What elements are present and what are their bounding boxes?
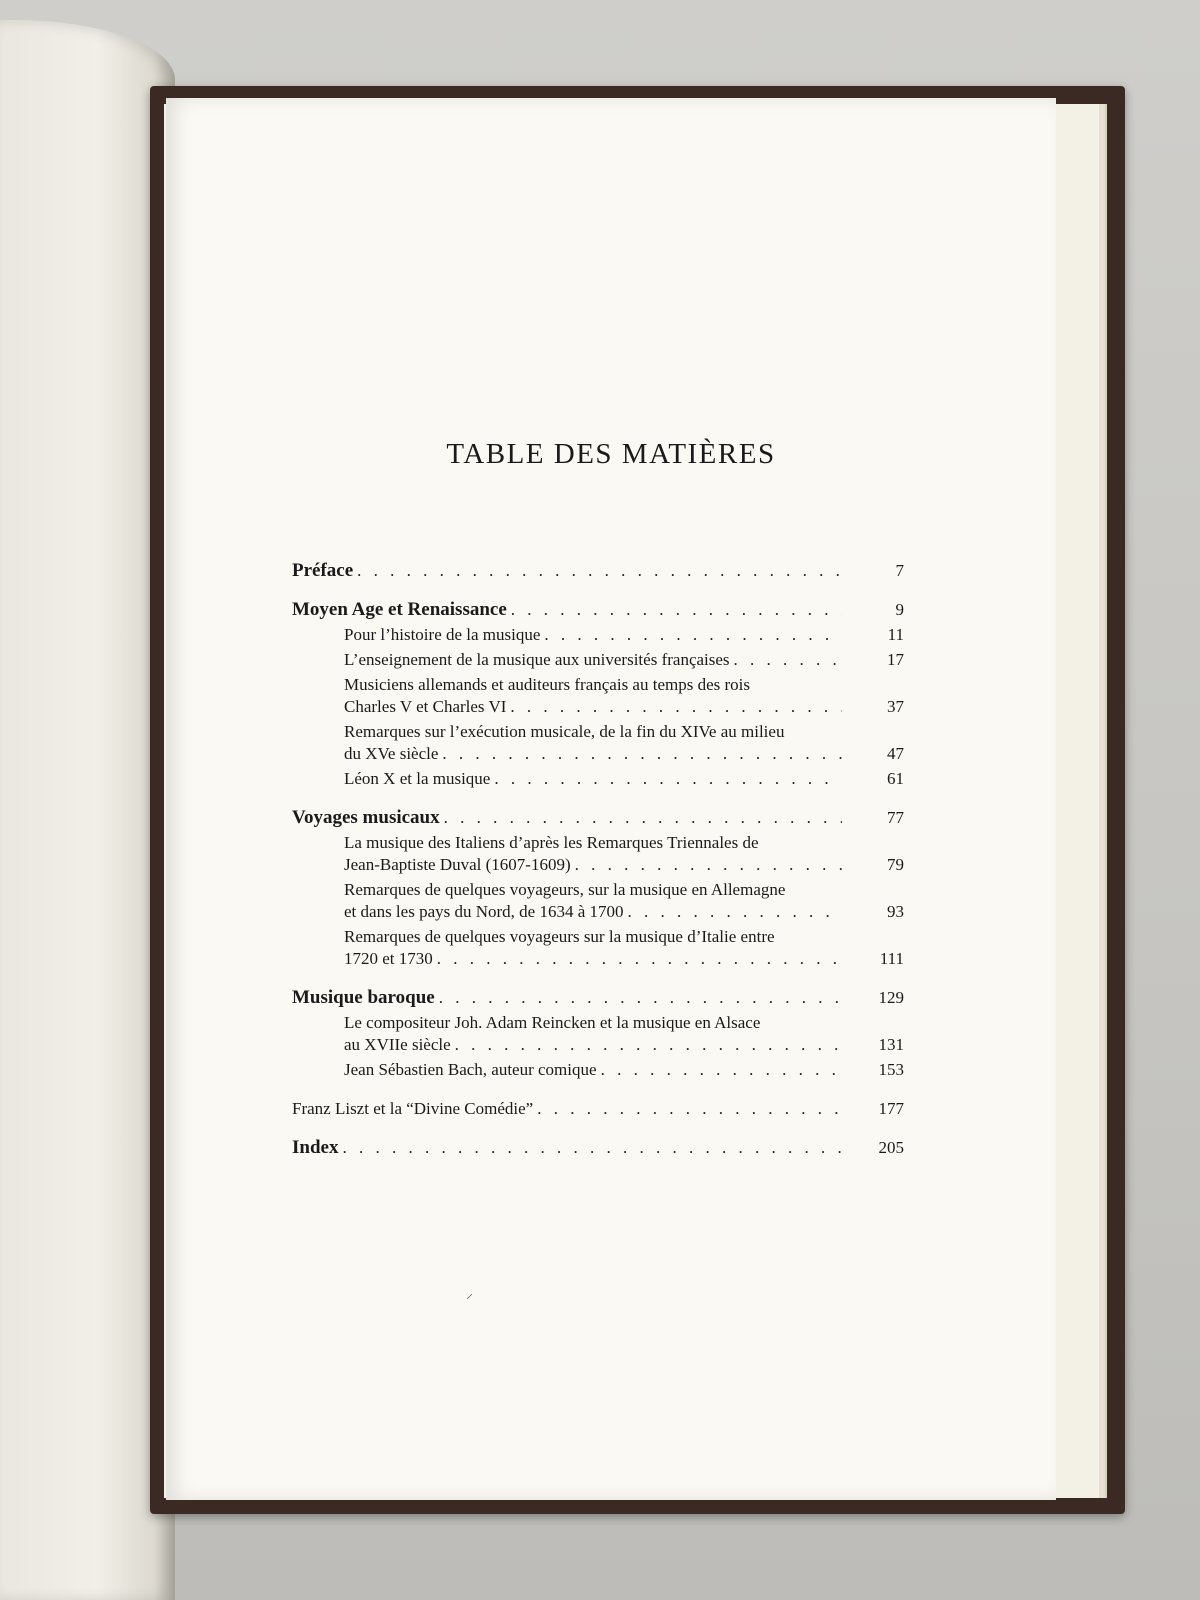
toc-entry xyxy=(292,768,904,790)
toc-page-number: 111 xyxy=(879,949,904,968)
toc-page-number: 37 xyxy=(887,697,904,716)
dot-leader xyxy=(444,807,842,829)
toc-label: Léon X et la musique xyxy=(344,769,491,788)
left-page xyxy=(0,20,175,1600)
toc-row xyxy=(292,599,904,621)
page-title: TABLE DES MATIÈRES xyxy=(446,438,776,470)
toc-row xyxy=(344,854,904,876)
toc-row xyxy=(344,649,904,671)
dot-leader xyxy=(437,948,842,970)
dot-leader xyxy=(455,1034,842,1056)
toc-page-number: 153 xyxy=(878,1060,904,1079)
toc-section xyxy=(292,560,904,582)
toc-page-number: 9 xyxy=(895,600,904,619)
toc-row xyxy=(344,768,904,790)
toc-page-number: 205 xyxy=(878,1138,904,1157)
toc-label: Pour l’histoire de la musique xyxy=(344,625,541,644)
dot-leader xyxy=(442,743,842,765)
toc-entry xyxy=(292,624,904,646)
toc-label: du XVe siècle xyxy=(344,744,439,763)
toc-entry-first-line: La musique des Italiens d’après les Remarques Triennales de xyxy=(344,833,759,852)
toc-label: Jean-Baptiste Duval (1607-1609) xyxy=(344,855,571,874)
toc-page-number: 17 xyxy=(887,650,904,669)
toc-section xyxy=(292,987,904,1009)
toc-row xyxy=(344,624,904,646)
toc-entry-first-line: Musiciens allemands et auditeurs français au temps des rois xyxy=(344,675,750,694)
toc-entry xyxy=(292,1012,904,1056)
dot-leader xyxy=(439,987,842,1009)
toc-row xyxy=(344,901,904,923)
toc-label: 1720 et 1730 xyxy=(344,949,433,968)
toc-label: Moyen Age et Renaissance xyxy=(292,599,507,620)
toc-page-number: 129 xyxy=(878,988,904,1007)
toc-label: Charles V et Charles VI xyxy=(344,697,507,716)
toc-row xyxy=(292,1098,904,1120)
toc-label: Musique baroque xyxy=(292,987,435,1008)
toc-page-number: 177 xyxy=(878,1099,904,1118)
toc-entry-first-line: Remarques sur l’exécution musicale, de la fin du XIVe au milieu xyxy=(344,722,785,741)
toc-page-number: 93 xyxy=(887,902,904,921)
dot-leader xyxy=(601,1059,842,1081)
toc-entry xyxy=(292,721,904,765)
toc-section xyxy=(292,599,904,621)
toc-entry-first-line: Remarques de quelques voyageurs sur la musique d’Italie entre xyxy=(344,927,775,946)
toc-page-number: 61 xyxy=(887,769,904,788)
toc-row xyxy=(292,807,904,829)
toc-page-number: 79 xyxy=(887,855,904,874)
toc-row xyxy=(344,743,904,765)
dot-leader xyxy=(357,560,842,582)
toc-label: Voyages musicaux xyxy=(292,807,440,828)
toc-row xyxy=(344,948,904,970)
toc-page-number: 131 xyxy=(878,1035,904,1054)
toc-page-number: 77 xyxy=(887,808,904,827)
toc-row xyxy=(344,1034,904,1056)
toc-row xyxy=(344,1059,904,1081)
toc-label: Jean Sébastien Bach, auteur comique xyxy=(344,1060,597,1079)
toc-entry xyxy=(292,674,904,718)
toc-row xyxy=(344,696,904,718)
dot-leader xyxy=(537,1098,842,1120)
table-of-contents xyxy=(292,560,904,1159)
dot-leader xyxy=(494,768,842,790)
toc-row xyxy=(292,987,904,1009)
toc-label: Préface xyxy=(292,560,354,581)
toc-entry xyxy=(292,926,904,970)
toc-row xyxy=(292,560,904,582)
toc-page-number: 11 xyxy=(887,625,904,644)
toc-section xyxy=(292,1137,904,1159)
toc-label: au XVIIe siècle xyxy=(344,1035,451,1054)
toc-page-number: 7 xyxy=(895,561,904,580)
toc-page-number: 47 xyxy=(887,744,904,763)
toc-label: et dans les pays du Nord, de 1634 à 1700 xyxy=(344,902,624,921)
dot-leader xyxy=(544,624,842,646)
toc-entry-first-line: Remarques de quelques voyageurs, sur la musique en Allemagne xyxy=(344,880,786,899)
dot-leader xyxy=(575,854,842,876)
toc-entry xyxy=(292,1098,904,1120)
toc-label: Index xyxy=(292,1137,339,1158)
dot-leader xyxy=(511,599,842,621)
dot-leader xyxy=(628,901,842,923)
toc-section xyxy=(292,807,904,829)
toc-label: L’enseignement de la musique aux universités françaises xyxy=(344,650,730,669)
pencil-mark: ⸝ xyxy=(466,1287,473,1302)
dot-leader xyxy=(510,696,842,718)
toc-entry xyxy=(292,879,904,923)
dot-leader xyxy=(734,649,842,671)
toc-entry xyxy=(292,1059,904,1081)
toc-entry xyxy=(292,649,904,671)
toc-row xyxy=(292,1137,904,1159)
toc-entry-first-line: Le compositeur Joh. Adam Reincken et la musique en Alsace xyxy=(344,1013,761,1032)
toc-label: Franz Liszt et la “Divine Comédie” xyxy=(292,1099,534,1118)
dot-leader xyxy=(342,1137,842,1159)
toc-entry xyxy=(292,832,904,876)
